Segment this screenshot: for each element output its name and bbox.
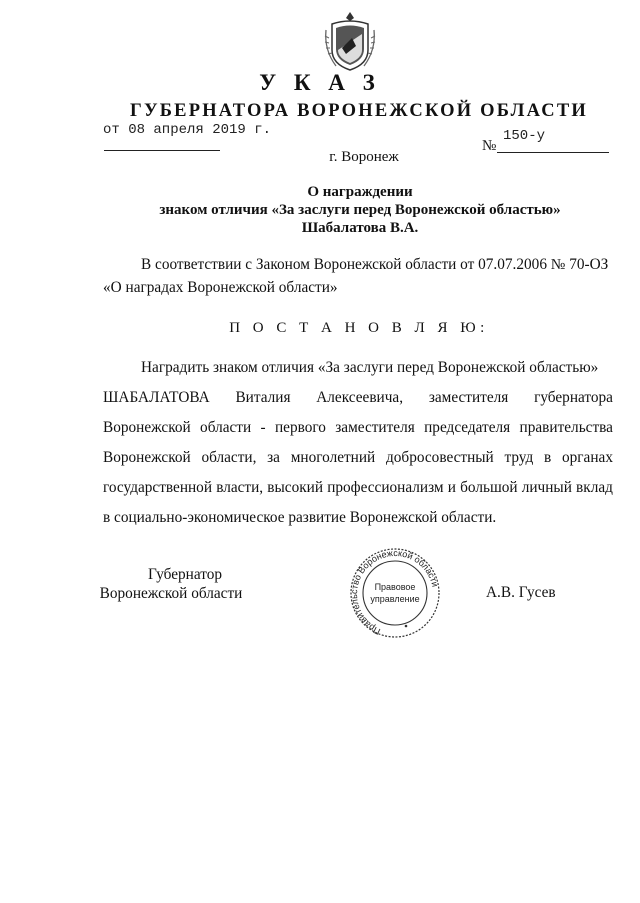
body-word: большой [460, 479, 518, 496]
decree-date: от 08 апреля 2019 г. [103, 122, 272, 138]
heading-line: Шабалатова В.А. [301, 220, 419, 236]
body-line: в социально-экономическое развитие Воронежской области. [103, 509, 497, 526]
stamp-center-line: Правовое [374, 582, 416, 592]
body-word: вклад [576, 479, 613, 496]
body-line [103, 473, 613, 503]
body-word: Виталия [235, 389, 291, 406]
document-title: У К А З [259, 70, 381, 95]
body-word: Алексеевича, [316, 389, 404, 406]
body-line [103, 413, 613, 443]
body-line [103, 443, 613, 473]
body-word: личный [521, 479, 572, 496]
stamp-center-line: управление [370, 594, 420, 604]
stamp-ring-text: Правительство Воронежской области [348, 548, 441, 637]
body-word: - [260, 419, 266, 436]
coat-of-arms-emblem [322, 10, 378, 74]
city-label: г. Воронеж [329, 149, 399, 165]
signatory-position [99, 565, 260, 603]
preamble-line: «О наградах Воронежской области» [103, 279, 338, 296]
body-word: Воронежской [103, 449, 191, 466]
body-word: области [200, 419, 252, 436]
body-word: заместителя [335, 419, 415, 436]
body-word: власти, [216, 479, 264, 496]
body-word: многолетний [290, 449, 376, 466]
body-word: органах [561, 449, 613, 466]
heading-line: знаком отличия «За заслуги перед Воронежской областью» [159, 202, 561, 218]
decree-word: П О С Т А Н О В Л Я Ю: [229, 320, 489, 336]
signatory-name: А.В. Гусев [486, 584, 556, 601]
body-word: председателя [424, 419, 511, 436]
body-word: и [447, 479, 456, 496]
body-word: губернатора [534, 389, 613, 406]
body-word: труд [504, 449, 534, 466]
body-word: правительства [519, 419, 613, 436]
body-word: в [544, 449, 552, 466]
position-line: Губернатор [147, 566, 223, 583]
body-word: ШАБАЛАТОВА [103, 389, 210, 406]
decree-number: 150-у [503, 128, 546, 144]
body-line: Наградить знаком отличия «За заслуги перед Воронежской областью» [141, 359, 599, 376]
heading-line: О награждении [307, 184, 413, 200]
body-word: профессионализм [327, 479, 444, 496]
body-word: заместителя [428, 389, 509, 406]
position-line: Воронежской области [99, 585, 243, 602]
body-word: высокий [267, 479, 324, 496]
body-word: области, [201, 449, 257, 466]
decree-body-paragraph [103, 353, 613, 533]
body-word: государственной [103, 479, 213, 496]
official-stamp [346, 548, 444, 638]
body-word: за [267, 449, 280, 466]
body-word: Воронежской [103, 419, 191, 436]
document-subtitle: ГУБЕРНАТОРА ВОРОНЕЖСКОЙ ОБЛАСТИ [129, 101, 588, 121]
body-word: первого [274, 419, 326, 436]
body-line [103, 383, 613, 413]
decree-heading [100, 183, 620, 237]
body-word: добросовестный [385, 449, 494, 466]
preamble-paragraph [103, 253, 613, 299]
number-sign: № [482, 138, 497, 154]
preamble-line: В соответствии с Законом Воронежской области от 07.07.2006 № 70-ОЗ [141, 256, 609, 273]
